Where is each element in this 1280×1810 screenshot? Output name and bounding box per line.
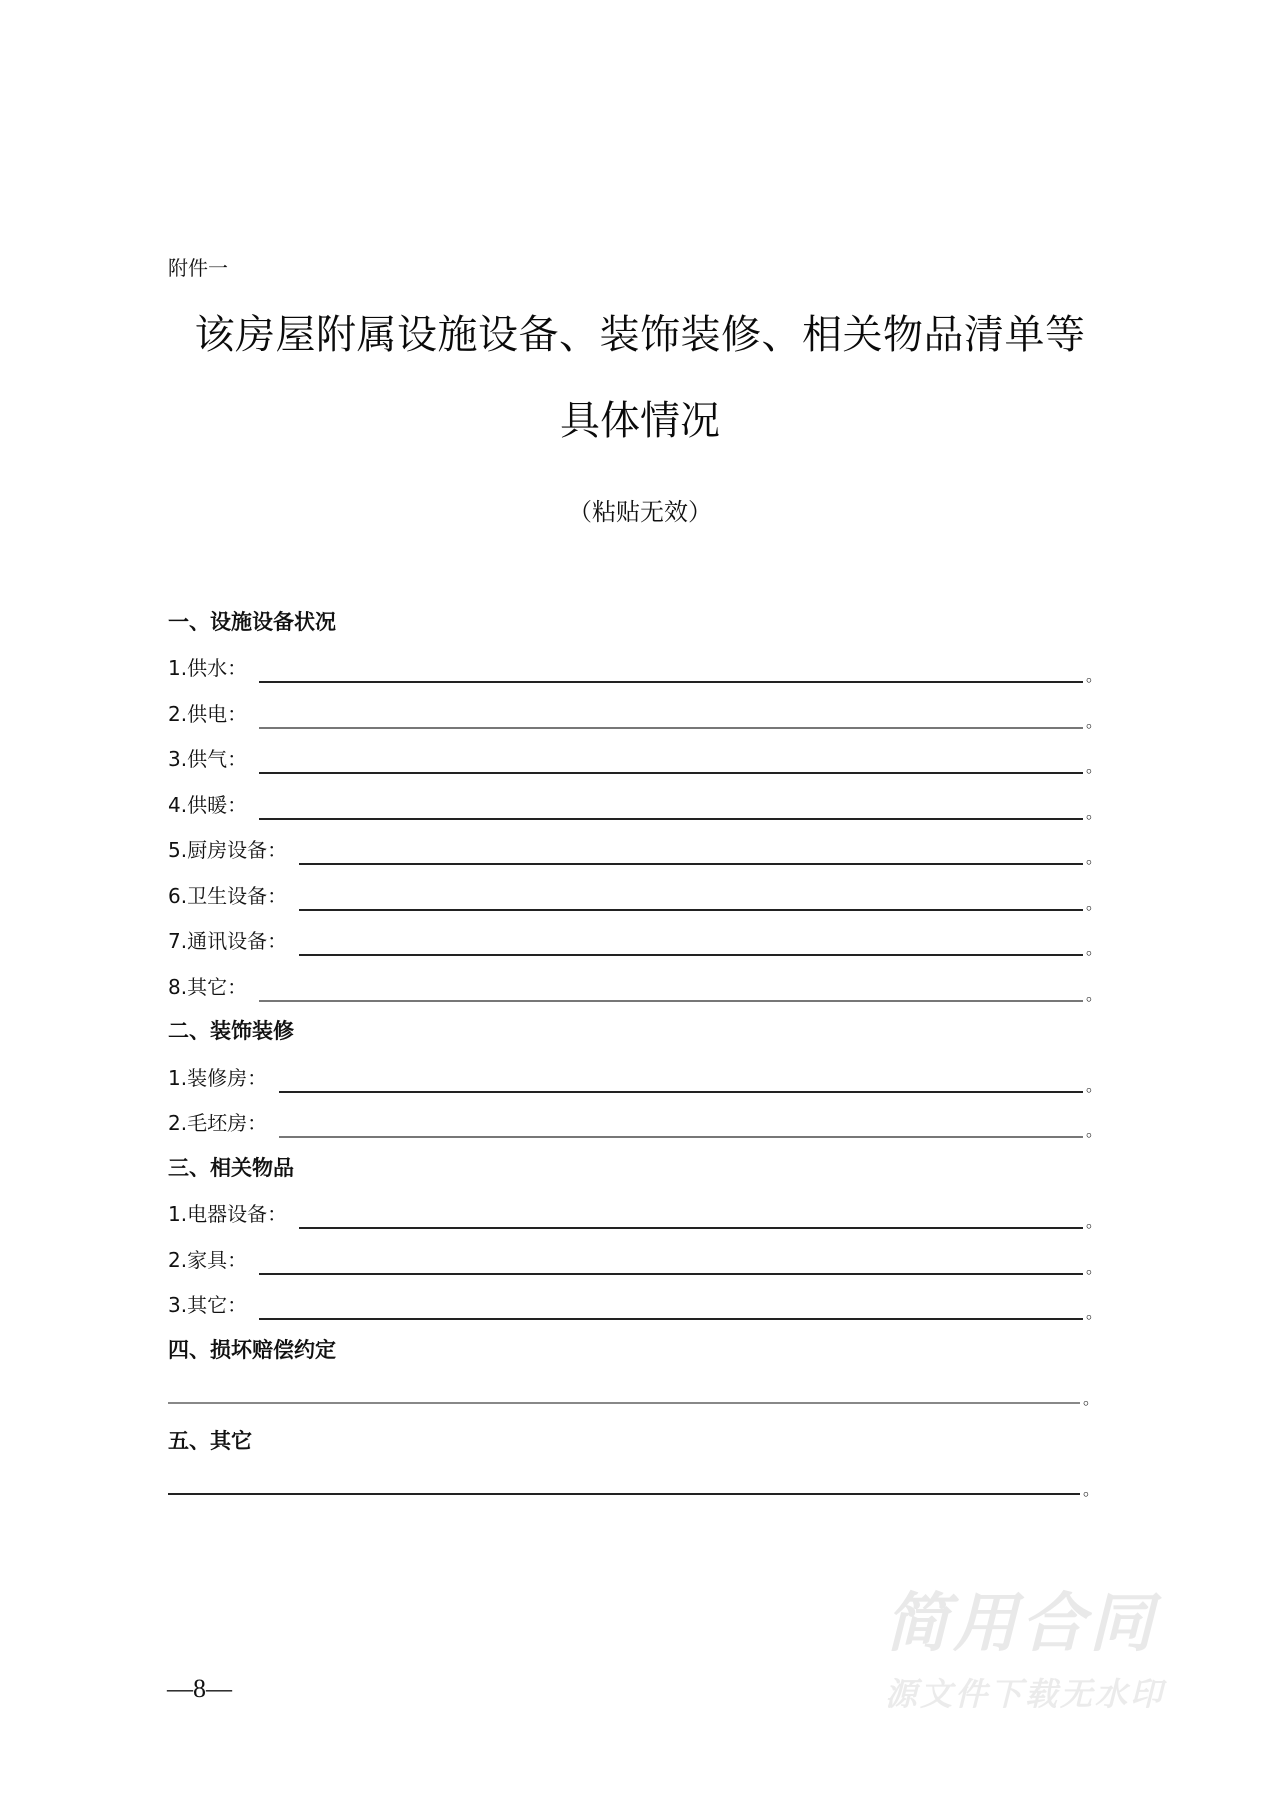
section-heading-damage-compensation: 四、损坏赔偿约定 xyxy=(168,1338,336,1362)
water-supply-field[interactable] xyxy=(259,659,1083,683)
section-heading-decoration: 二、装饰装修 xyxy=(168,1019,294,1043)
field-label: 2.供电： xyxy=(168,702,248,726)
other-facilities-field[interactable] xyxy=(259,978,1083,1002)
field-label: 7.通讯设备： xyxy=(168,929,288,953)
form-row-sanitary xyxy=(168,881,1103,913)
form-row-kitchen xyxy=(168,835,1103,867)
unfinished-house-field[interactable] xyxy=(279,1114,1083,1138)
watermark-tagline: 源文件下载无水印 xyxy=(885,1675,1166,1713)
period-mark: 。 xyxy=(1086,1076,1103,1095)
field-label: 6.卫生设备： xyxy=(168,884,288,908)
watermark-brand: 简用合同 xyxy=(885,1587,1157,1661)
form-row-heating xyxy=(168,790,1103,822)
period-mark: 。 xyxy=(1086,894,1103,913)
gas-supply-field[interactable] xyxy=(259,750,1083,774)
field-label: 8.其它： xyxy=(168,975,248,999)
other-notes-field[interactable] xyxy=(168,1493,1080,1495)
kitchen-equipment-field[interactable] xyxy=(299,841,1083,865)
field-label: 4.供暖： xyxy=(168,793,248,817)
period-mark: 。 xyxy=(1086,666,1103,685)
form-row-appliances xyxy=(168,1199,1103,1231)
field-label: 1.装修房： xyxy=(168,1066,268,1090)
damage-compensation-field[interactable] xyxy=(168,1402,1080,1404)
period-mark: 。 xyxy=(1086,803,1103,822)
period-mark: 。 xyxy=(1086,1121,1103,1140)
period-mark: 。 xyxy=(1086,757,1103,776)
attachment-label: 附件一 xyxy=(168,256,228,280)
field-label: 5.厨房设备： xyxy=(168,838,288,862)
document-title-line2: 具体情况 xyxy=(560,398,720,444)
field-label: 2.家具： xyxy=(168,1248,248,1272)
document-title-line1: 该房屋附属设施设备、装饰装修、相关物品清单等 xyxy=(194,312,1086,358)
section-heading-other: 五、其它 xyxy=(168,1429,252,1453)
period-mark: 。 xyxy=(1083,1480,1100,1499)
period-mark: 。 xyxy=(1086,848,1103,867)
sanitary-equipment-field[interactable] xyxy=(299,887,1083,911)
furniture-field[interactable] xyxy=(259,1251,1083,1275)
other-items-field[interactable] xyxy=(259,1296,1083,1320)
period-mark: 。 xyxy=(1083,1389,1100,1408)
section-heading-related-items: 三、相关物品 xyxy=(168,1156,294,1180)
document-subtitle: （粘贴无效） xyxy=(568,498,712,526)
page-number: —8— xyxy=(167,1674,232,1703)
electricity-supply-field[interactable] xyxy=(259,705,1083,729)
section-heading-facilities: 一、设施设备状况 xyxy=(168,610,336,634)
form-row-decorated xyxy=(168,1063,1103,1095)
period-mark: 。 xyxy=(1086,1303,1103,1322)
form-row-electricity xyxy=(168,699,1103,731)
form-row-unfinished xyxy=(168,1108,1103,1140)
period-mark: 。 xyxy=(1086,712,1103,731)
field-label: 3.其它： xyxy=(168,1293,248,1317)
decorated-house-field[interactable] xyxy=(279,1069,1083,1093)
period-mark: 。 xyxy=(1086,1212,1103,1231)
form-row-gas xyxy=(168,744,1103,776)
field-label: 3.供气： xyxy=(168,747,248,771)
period-mark: 。 xyxy=(1086,1258,1103,1277)
heating-supply-field[interactable] xyxy=(259,796,1083,820)
form-row-communication xyxy=(168,926,1103,958)
period-mark: 。 xyxy=(1086,939,1103,958)
communication-equipment-field[interactable] xyxy=(299,932,1083,956)
field-label: 2.毛坯房： xyxy=(168,1111,268,1135)
field-label: 1.供水： xyxy=(168,656,248,680)
field-label: 1.电器设备： xyxy=(168,1202,288,1226)
form-row-other-items xyxy=(168,1290,1103,1322)
form-row-other-facilities xyxy=(168,972,1103,1004)
period-mark: 。 xyxy=(1086,985,1103,1004)
form-row-furniture xyxy=(168,1245,1103,1277)
appliances-field[interactable] xyxy=(299,1205,1083,1229)
form-row-water xyxy=(168,653,1103,685)
